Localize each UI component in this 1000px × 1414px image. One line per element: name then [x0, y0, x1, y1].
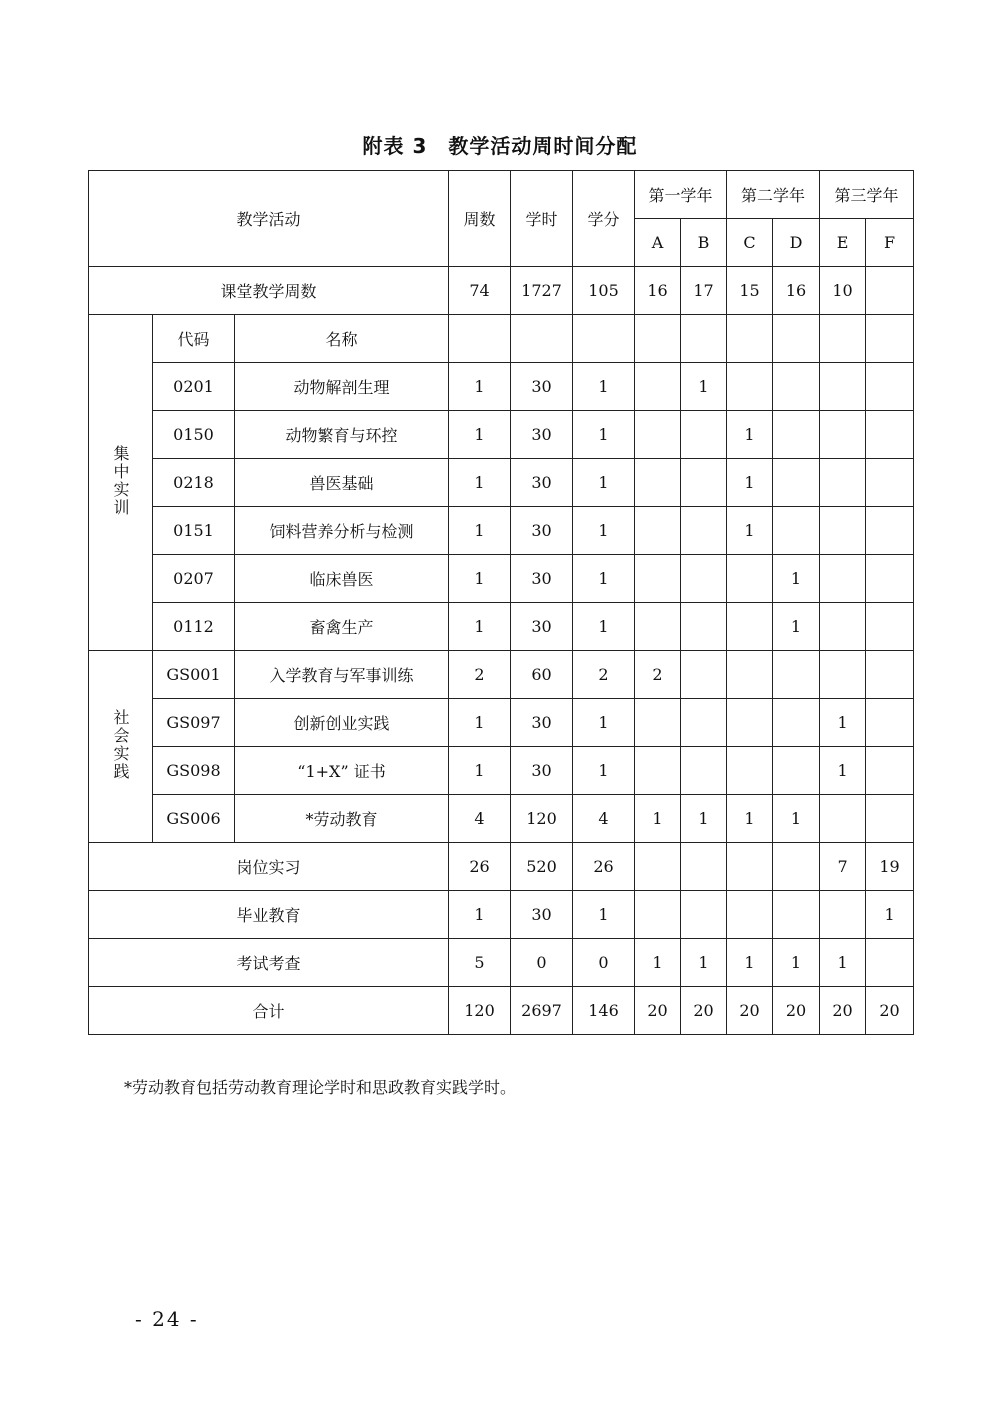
empty-cell — [773, 315, 820, 363]
row-code: GS001 — [153, 651, 235, 699]
row-name: 入学教育与军事训练 — [235, 651, 449, 699]
summary-row — [89, 939, 914, 987]
row-term — [681, 603, 727, 651]
row-term — [727, 363, 773, 411]
row-term — [866, 699, 914, 747]
table-row — [89, 603, 914, 651]
summary-term — [773, 891, 820, 939]
row-term: 1 — [727, 795, 773, 843]
row-term: 1 — [773, 555, 820, 603]
row-credits: 1 — [573, 411, 635, 459]
row-credits: 1 — [573, 363, 635, 411]
summary-row — [89, 987, 914, 1035]
row-hours: 30 — [511, 747, 573, 795]
summary-label: 毕业教育 — [89, 891, 449, 939]
row-term: 1 — [727, 411, 773, 459]
row-term: 1 — [727, 507, 773, 555]
row-term — [820, 795, 866, 843]
empty-cell — [635, 315, 681, 363]
row-term — [635, 555, 681, 603]
summary-term — [681, 891, 727, 939]
row-name: 临床兽医 — [235, 555, 449, 603]
row-term: 2 — [635, 651, 681, 699]
table-row — [89, 795, 914, 843]
row-term — [820, 411, 866, 459]
summary-credits: 146 — [573, 987, 635, 1035]
row-term — [820, 459, 866, 507]
summary-term: 20 — [635, 987, 681, 1035]
row-term — [681, 747, 727, 795]
row-code: GS098 — [153, 747, 235, 795]
summary-term: 1 — [727, 939, 773, 987]
row-hours: 60 — [511, 651, 573, 699]
activity-week-table — [88, 170, 914, 1035]
row-term — [635, 699, 681, 747]
row-term: 1 — [820, 747, 866, 795]
summary-term: 1 — [866, 891, 914, 939]
summary-term: 1 — [681, 939, 727, 987]
summary-row — [89, 843, 914, 891]
row-credits: 1 — [573, 459, 635, 507]
row-term: 1 — [773, 795, 820, 843]
row-name: 兽医基础 — [235, 459, 449, 507]
sub-header-code: 代码 — [153, 315, 235, 363]
row-weeks: 1 — [449, 603, 511, 651]
row-term — [866, 459, 914, 507]
row-term — [820, 507, 866, 555]
row-term — [635, 603, 681, 651]
row-term — [866, 603, 914, 651]
row-term — [635, 507, 681, 555]
row-term — [681, 459, 727, 507]
row-term — [727, 699, 773, 747]
row-term: 1 — [820, 699, 866, 747]
empty-cell — [573, 315, 635, 363]
header-term-d: D — [773, 219, 820, 267]
summary-credits: 26 — [573, 843, 635, 891]
row-term — [773, 699, 820, 747]
row-hours: 30 — [511, 699, 573, 747]
classroom-term — [866, 267, 914, 315]
summary-hours: 520 — [511, 843, 573, 891]
summary-weeks: 1 — [449, 891, 511, 939]
group-label: 集中实训 — [111, 444, 130, 517]
row-term — [820, 651, 866, 699]
row-weeks: 2 — [449, 651, 511, 699]
table-row — [89, 507, 914, 555]
row-weeks: 4 — [449, 795, 511, 843]
row-name: 创新创业实践 — [235, 699, 449, 747]
summary-term: 20 — [866, 987, 914, 1035]
row-code: 0112 — [153, 603, 235, 651]
summary-credits: 1 — [573, 891, 635, 939]
row-credits: 1 — [573, 555, 635, 603]
summary-term — [727, 891, 773, 939]
row-term: 1 — [635, 795, 681, 843]
row-weeks: 1 — [449, 555, 511, 603]
summary-term — [635, 843, 681, 891]
classroom-hours: 1727 — [511, 267, 573, 315]
row-term — [727, 603, 773, 651]
classroom-term: 10 — [820, 267, 866, 315]
summary-term: 19 — [866, 843, 914, 891]
row-name: 动物繁育与环控 — [235, 411, 449, 459]
classroom-label: 课堂教学周数 — [89, 267, 449, 315]
row-term — [727, 651, 773, 699]
row-term — [773, 411, 820, 459]
summary-label: 岗位实习 — [89, 843, 449, 891]
header-term-a: A — [635, 219, 681, 267]
row-credits: 1 — [573, 747, 635, 795]
summary-term: 20 — [681, 987, 727, 1035]
row-credits: 1 — [573, 603, 635, 651]
classroom-term: 16 — [773, 267, 820, 315]
row-term — [681, 651, 727, 699]
header-term-c: C — [727, 219, 773, 267]
header-term-f: F — [866, 219, 914, 267]
summary-label: 考试考查 — [89, 939, 449, 987]
empty-cell — [681, 315, 727, 363]
row-term — [635, 411, 681, 459]
summary-term: 1 — [635, 939, 681, 987]
row-term — [635, 747, 681, 795]
summary-weeks: 5 — [449, 939, 511, 987]
row-term — [773, 747, 820, 795]
row-hours: 30 — [511, 411, 573, 459]
row-hours: 30 — [511, 555, 573, 603]
header-hours: 学时 — [511, 171, 573, 267]
summary-row — [89, 891, 914, 939]
classroom-row — [89, 267, 914, 315]
row-hours: 30 — [511, 459, 573, 507]
row-term — [773, 363, 820, 411]
row-term — [635, 363, 681, 411]
summary-label: 合计 — [89, 987, 449, 1035]
row-term: 1 — [681, 795, 727, 843]
classroom-term: 16 — [635, 267, 681, 315]
summary-term — [820, 891, 866, 939]
sub-header-name: 名称 — [235, 315, 449, 363]
table-title: 附表 3 教学活动周时间分配 — [362, 134, 638, 158]
summary-hours: 0 — [511, 939, 573, 987]
empty-cell — [449, 315, 511, 363]
header-credits: 学分 — [573, 171, 635, 267]
row-code: GS006 — [153, 795, 235, 843]
summary-term: 20 — [820, 987, 866, 1035]
header-weeks: 周数 — [449, 171, 511, 267]
row-term — [866, 651, 914, 699]
row-term — [635, 459, 681, 507]
row-term — [866, 555, 914, 603]
row-credits: 1 — [573, 699, 635, 747]
row-code: 0150 — [153, 411, 235, 459]
summary-term: 20 — [773, 987, 820, 1035]
row-term: 1 — [681, 363, 727, 411]
table-row — [89, 651, 914, 699]
empty-cell — [866, 315, 914, 363]
row-term — [820, 555, 866, 603]
summary-term: 20 — [727, 987, 773, 1035]
row-term — [681, 411, 727, 459]
row-term — [681, 699, 727, 747]
page-number: - 24 - — [135, 1307, 199, 1331]
group-label-cell — [89, 315, 153, 651]
row-weeks: 1 — [449, 411, 511, 459]
row-name: *劳动教育 — [235, 795, 449, 843]
summary-hours: 30 — [511, 891, 573, 939]
row-term — [681, 555, 727, 603]
row-hours: 30 — [511, 507, 573, 555]
summary-credits: 0 — [573, 939, 635, 987]
summary-weeks: 26 — [449, 843, 511, 891]
summary-term — [681, 843, 727, 891]
row-term — [773, 507, 820, 555]
row-term — [866, 795, 914, 843]
table-row — [89, 411, 914, 459]
summary-hours: 2697 — [511, 987, 573, 1035]
header-term-b: B — [681, 219, 727, 267]
table-row — [89, 555, 914, 603]
row-name: 畜禽生产 — [235, 603, 449, 651]
row-code: 0151 — [153, 507, 235, 555]
row-term — [727, 555, 773, 603]
header-year-3: 第三学年 — [820, 171, 914, 219]
empty-cell — [727, 315, 773, 363]
row-name: 动物解剖生理 — [235, 363, 449, 411]
summary-weeks: 120 — [449, 987, 511, 1035]
row-weeks: 1 — [449, 699, 511, 747]
row-term — [866, 507, 914, 555]
classroom-term: 17 — [681, 267, 727, 315]
table-row — [89, 459, 914, 507]
group-label: 社会实践 — [111, 708, 130, 781]
row-credits: 2 — [573, 651, 635, 699]
row-weeks: 1 — [449, 747, 511, 795]
classroom-credits: 105 — [573, 267, 635, 315]
table-row — [89, 363, 914, 411]
row-term: 1 — [773, 603, 820, 651]
row-term — [681, 507, 727, 555]
classroom-term: 15 — [727, 267, 773, 315]
table-row — [89, 747, 914, 795]
row-term: 1 — [727, 459, 773, 507]
row-term — [820, 363, 866, 411]
row-name: 饲料营养分析与检测 — [235, 507, 449, 555]
empty-cell — [820, 315, 866, 363]
row-code: GS097 — [153, 699, 235, 747]
row-weeks: 1 — [449, 363, 511, 411]
summary-term: 1 — [773, 939, 820, 987]
summary-term — [727, 843, 773, 891]
row-term — [773, 651, 820, 699]
classroom-weeks: 74 — [449, 267, 511, 315]
row-hours: 120 — [511, 795, 573, 843]
header-activity: 教学活动 — [89, 171, 449, 267]
footnote: *劳动教育包括劳动教育理论学时和思政教育实践学时。 — [124, 1078, 517, 1097]
header-year-2: 第二学年 — [727, 171, 820, 219]
row-term — [773, 459, 820, 507]
row-code: 0201 — [153, 363, 235, 411]
row-weeks: 1 — [449, 507, 511, 555]
row-credits: 1 — [573, 507, 635, 555]
header-row-years — [89, 171, 914, 219]
row-code: 0207 — [153, 555, 235, 603]
summary-term — [773, 843, 820, 891]
summary-term — [866, 939, 914, 987]
empty-cell — [511, 315, 573, 363]
summary-term — [635, 891, 681, 939]
row-weeks: 1 — [449, 459, 511, 507]
row-hours: 30 — [511, 603, 573, 651]
summary-term: 7 — [820, 843, 866, 891]
row-term — [820, 603, 866, 651]
row-name: “1+X” 证书 — [235, 747, 449, 795]
row-credits: 4 — [573, 795, 635, 843]
summary-term: 1 — [820, 939, 866, 987]
row-code: 0218 — [153, 459, 235, 507]
group-label-cell — [89, 651, 153, 843]
row-hours: 30 — [511, 363, 573, 411]
row-term — [866, 411, 914, 459]
sub-header-row — [89, 315, 914, 363]
header-term-e: E — [820, 219, 866, 267]
table-row — [89, 699, 914, 747]
header-year-1: 第一学年 — [635, 171, 727, 219]
row-term — [727, 747, 773, 795]
row-term — [866, 747, 914, 795]
row-term — [866, 363, 914, 411]
